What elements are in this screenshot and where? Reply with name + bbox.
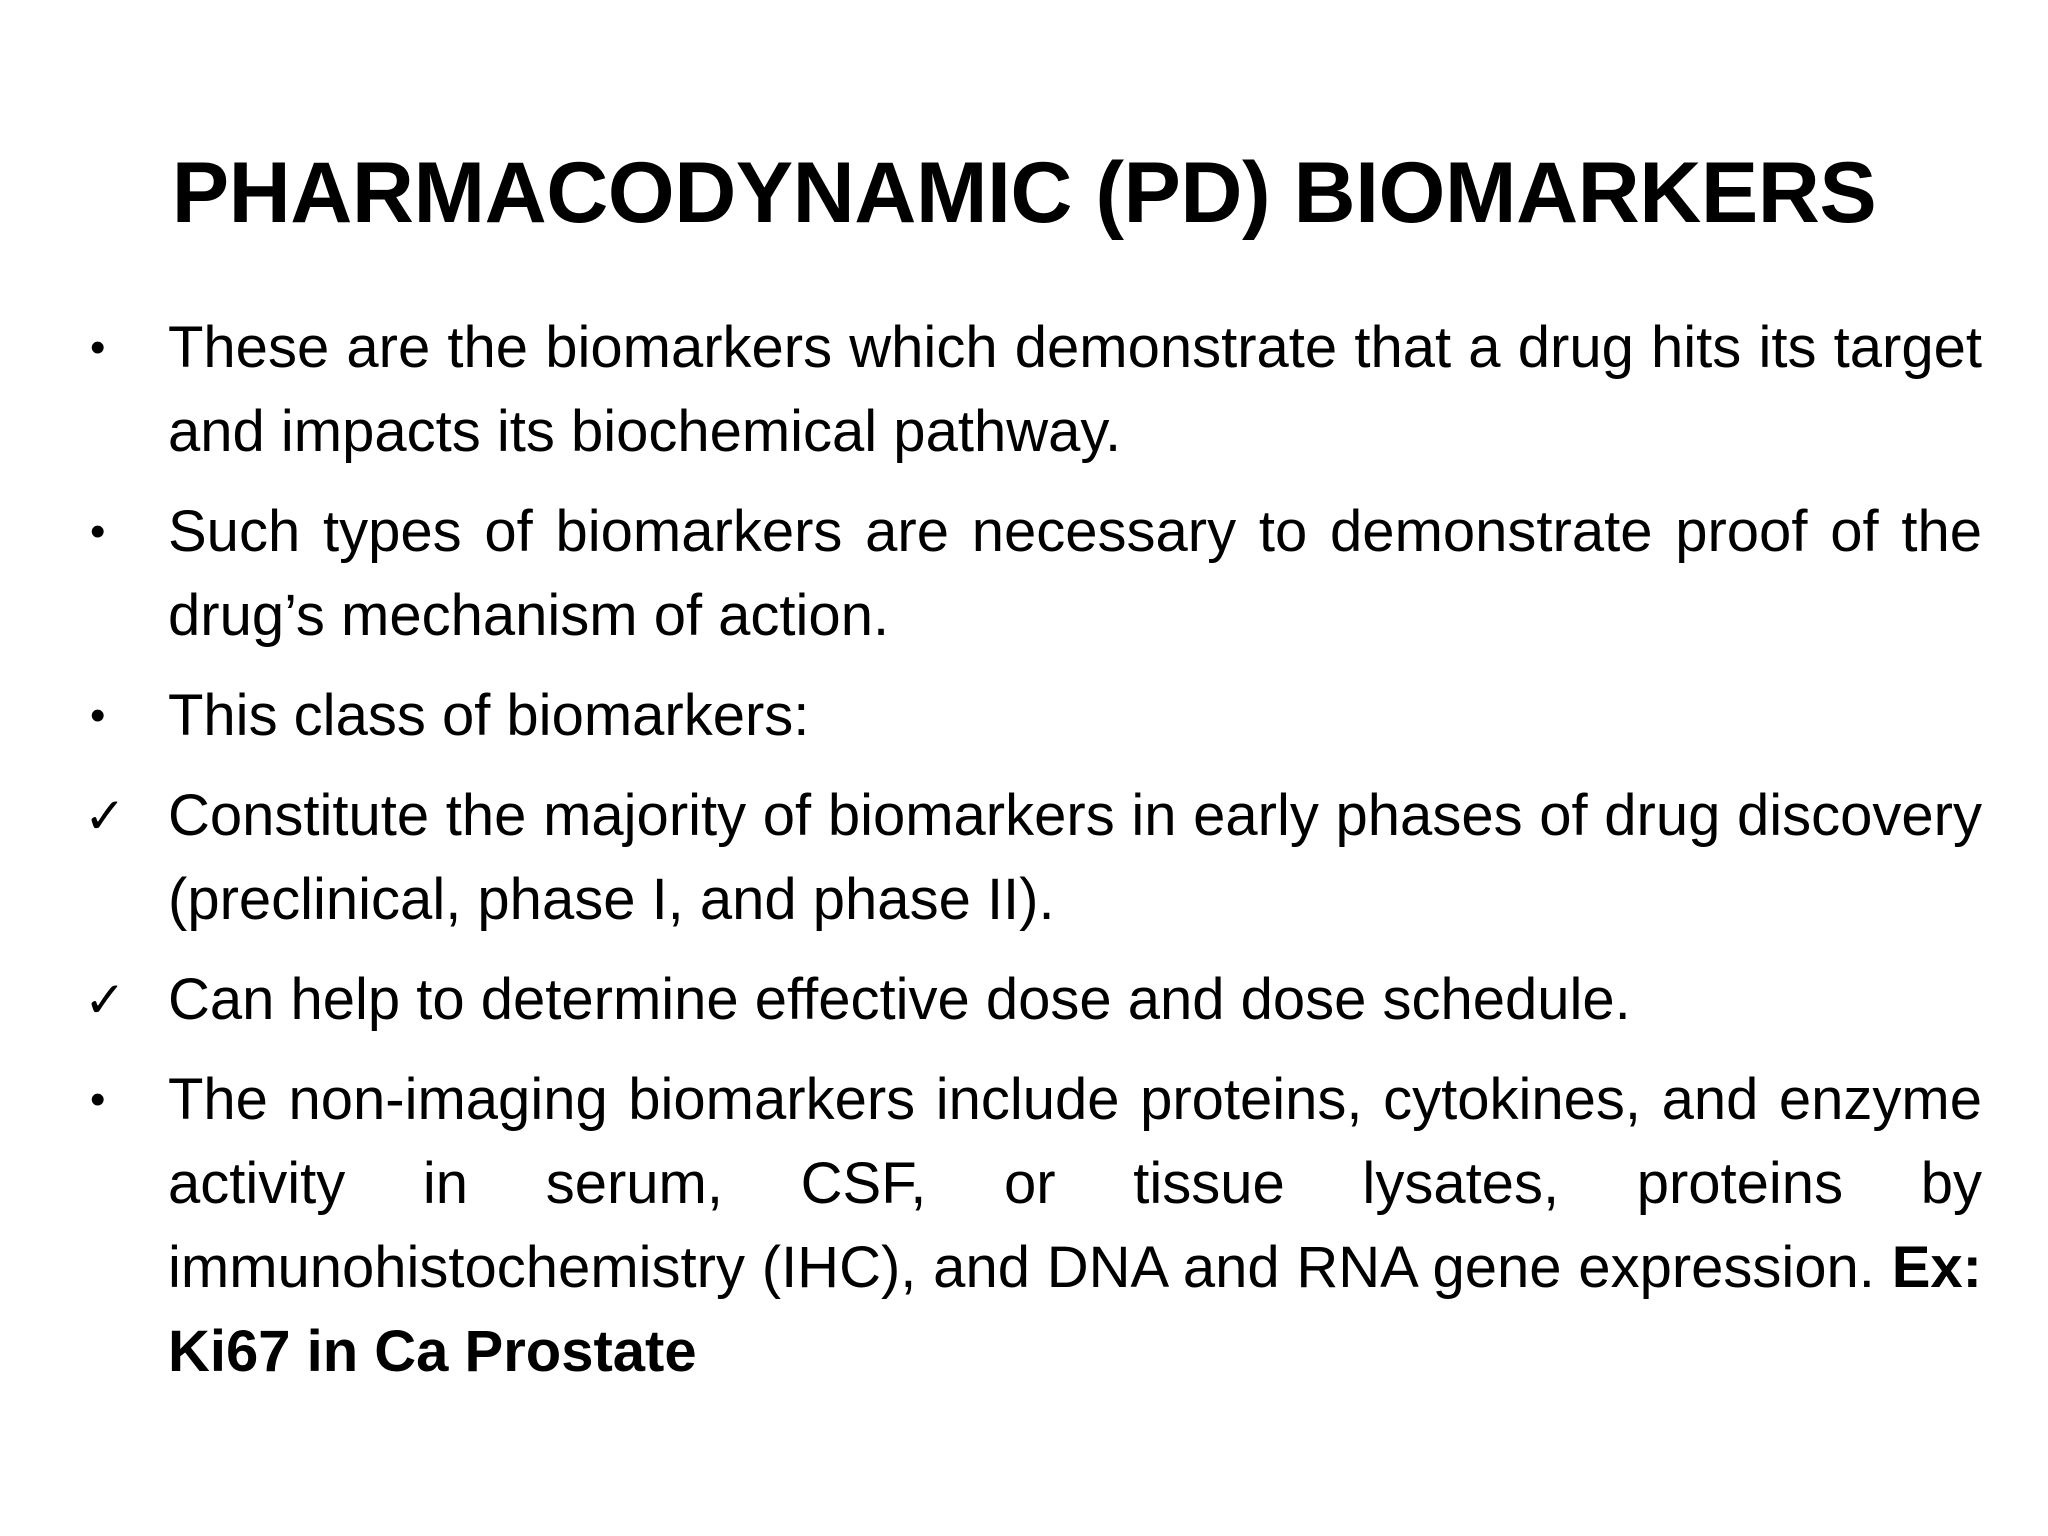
- bullet-dot-icon: •: [90, 323, 106, 372]
- bullet-list: [84, 306, 1982, 1394]
- checkmark-icon: ✓: [84, 788, 126, 844]
- bullet-item-non-imaging: [84, 1058, 1982, 1394]
- bullet-item-target-engagement: [84, 306, 1982, 474]
- check-item-early-phases: [84, 774, 1982, 942]
- bullet-text: Can help to determine effective dose and dose schedule.: [168, 967, 1631, 1032]
- bullet-text: The non-imaging biomarkers include proteins, cytokines, and enzyme activity in serum, CSF, or tissue lysates, proteins by immunohistochemistry (IHC), and DNA and RNA gene expression.: [168, 1067, 1982, 1300]
- example-emphasis: Ex: Ki67 in Ca Prostate: [168, 1235, 1982, 1384]
- checkmark-icon: ✓: [84, 972, 126, 1028]
- check-item-dose-schedule: [84, 958, 1982, 1042]
- bullet-dot-icon: •: [90, 507, 106, 556]
- bullet-dot-icon: •: [90, 1075, 106, 1124]
- bullet-text: This class of biomarkers:: [168, 683, 810, 748]
- bullet-text: These are the biomarkers which demonstrate that a drug hits its target and impacts its biochemical pathway.: [168, 315, 1982, 464]
- bullet-dot-icon: •: [90, 691, 106, 740]
- bullet-item-class-intro: [84, 674, 1982, 758]
- bullet-text: Such types of biomarkers are necessary to demonstrate proof of the drug’s mechanism of action.: [168, 499, 1982, 648]
- bullet-item-mechanism-proof: [84, 490, 1982, 658]
- bullet-text: Constitute the majority of biomarkers in early phases of drug discovery (preclinical, phase I, and phase II).: [168, 783, 1982, 932]
- slide-title: PHARMACODYNAMIC (PD) BIOMARKERS: [171, 145, 1877, 241]
